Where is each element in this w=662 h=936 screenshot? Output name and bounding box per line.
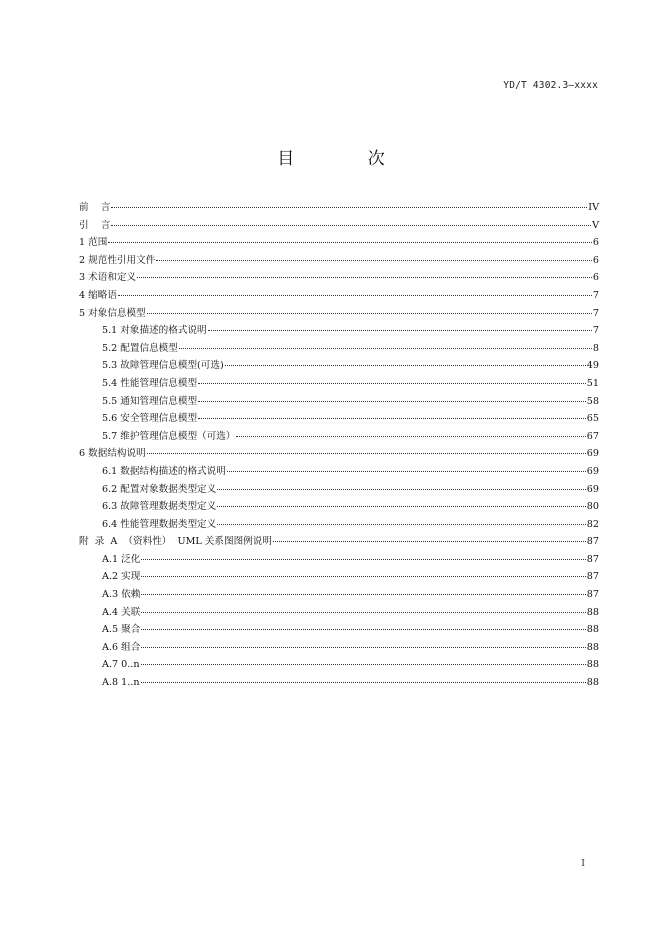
toc-entry[interactable] <box>79 305 599 323</box>
table-of-contents <box>79 199 599 692</box>
toc-entry[interactable] <box>79 375 599 393</box>
toc-entry[interactable] <box>79 533 599 551</box>
toc-leader-dots <box>225 365 586 366</box>
toc-entry-page: 88 <box>586 659 599 671</box>
toc-entry-page: 88 <box>586 677 599 689</box>
toc-entry[interactable] <box>79 393 599 411</box>
toc-entry-page: 6 <box>592 254 599 266</box>
toc-entry[interactable] <box>79 217 599 235</box>
toc-entry-page: IV <box>588 202 599 213</box>
toc-leader-dots <box>208 330 592 331</box>
toc-entry-page: 87 <box>586 571 599 583</box>
toc-leader-dots <box>198 418 586 419</box>
toc-entry-label: 6.1 数据结构描述的格式说明 <box>102 465 226 477</box>
toc-entry-label: 5.4 性能管理信息模型 <box>102 377 198 389</box>
toc-entry-page: 69 <box>586 465 599 477</box>
toc-entry-label: A.8 1..n <box>102 677 140 689</box>
toc-entry[interactable] <box>79 357 599 375</box>
toc-leader-dots <box>141 682 586 683</box>
toc-entry-label: A.3 依赖 <box>102 589 141 601</box>
toc-entry[interactable] <box>79 604 599 622</box>
toc-entry[interactable] <box>79 445 599 463</box>
toc-entry[interactable] <box>79 322 599 340</box>
toc-entry-label: 5.5 通知管理信息模型 <box>102 395 198 407</box>
toc-entry-page: 88 <box>586 606 599 618</box>
toc-entry-page: 88 <box>586 624 599 636</box>
toc-leader-dots <box>217 489 586 490</box>
toc-leader-dots <box>141 647 585 648</box>
toc-entry-page: 58 <box>586 395 599 407</box>
toc-entry-label: 3 术语和定义 <box>79 272 137 284</box>
toc-leader-dots <box>198 383 586 384</box>
toc-entry-page: 87 <box>586 553 599 565</box>
toc-entry-page: 49 <box>586 360 599 372</box>
toc-entry-label: 2 规范性引用文件 <box>79 254 156 266</box>
toc-entry-label: A.7 0..n <box>102 659 140 671</box>
toc-entry[interactable] <box>79 621 599 639</box>
toc-entry-label: 6.3 故障管理数据类型定义 <box>102 501 217 513</box>
toc-entry-label: 1 范围 <box>79 237 108 249</box>
toc-entry[interactable] <box>79 410 599 428</box>
toc-entry-label: 前 言 <box>79 202 111 213</box>
toc-leader-dots <box>179 348 592 349</box>
toc-entry-label: 5.1 对象描述的格式说明 <box>102 325 207 337</box>
toc-entry-label: 5.6 安全管理信息模型 <box>102 413 198 425</box>
toc-entry[interactable] <box>79 639 599 657</box>
toc-leader-dots <box>111 225 591 226</box>
toc-entry-page: 6 <box>592 272 599 284</box>
toc-entry-label: A.5 聚合 <box>102 624 141 636</box>
toc-entry[interactable] <box>79 340 599 358</box>
toc-entry[interactable] <box>79 287 599 305</box>
toc-leader-dots <box>141 594 585 595</box>
toc-entry[interactable] <box>79 498 599 516</box>
toc-entry[interactable] <box>79 481 599 499</box>
toc-entry-page: 69 <box>586 448 599 460</box>
toc-entry-page: 69 <box>586 483 599 495</box>
toc-entry-page: 87 <box>586 536 599 548</box>
toc-entry[interactable] <box>79 568 599 586</box>
toc-entry[interactable] <box>79 199 599 217</box>
toc-entry[interactable] <box>79 252 599 270</box>
toc-entry-label: 引 言 <box>79 219 111 231</box>
toc-entry-label: 6 数据结构说明 <box>79 448 146 460</box>
toc-leader-dots <box>156 260 592 261</box>
toc-entry-page: 82 <box>586 518 599 530</box>
toc-entry-page: 80 <box>586 501 599 513</box>
toc-leader-dots <box>227 471 586 472</box>
toc-leader-dots <box>111 207 587 208</box>
toc-leader-dots <box>137 277 592 278</box>
toc-leader-dots <box>141 629 585 630</box>
toc-entry[interactable] <box>79 656 599 674</box>
toc-entry-label: 5.7 维护管理信息模型（可选） <box>102 430 236 442</box>
toc-entry-page: 65 <box>586 413 599 425</box>
toc-entry-page: 51 <box>586 377 599 389</box>
toc-entry-page: 7 <box>592 307 599 319</box>
toc-leader-dots <box>141 559 585 560</box>
toc-entry-page: V <box>592 219 599 231</box>
toc-entry-page: 87 <box>586 589 599 601</box>
toc-entry-label: A.6 组合 <box>102 641 141 653</box>
toc-entry-page: 67 <box>586 430 599 442</box>
toc-entry-label: 附 录 A （资料性） UML 关系图图例说明 <box>79 536 272 548</box>
toc-entry[interactable] <box>79 463 599 481</box>
toc-entry-label: 5 对象信息模型 <box>79 307 146 319</box>
toc-entry-page: 7 <box>592 325 599 337</box>
toc-entry[interactable] <box>79 551 599 569</box>
toc-entry-label: 5.2 配置信息模型 <box>102 342 178 354</box>
toc-entry-page: 88 <box>586 641 599 653</box>
toc-entry[interactable] <box>79 516 599 534</box>
toc-entry-page: 6 <box>592 237 599 249</box>
toc-leader-dots <box>236 436 585 437</box>
page-number: I <box>581 858 585 869</box>
toc-leader-dots <box>108 242 592 243</box>
toc-leader-dots <box>198 401 586 402</box>
toc-entry-page: 7 <box>592 289 599 301</box>
toc-entry[interactable] <box>79 428 599 446</box>
document-code: YD/T 4302.3—xxxx <box>503 80 598 91</box>
toc-entry-label: 6.2 配置对象数据类型定义 <box>102 483 217 495</box>
toc-entry-label: A.4 关联 <box>102 606 141 618</box>
toc-entry[interactable] <box>79 234 599 252</box>
toc-leader-dots <box>147 453 586 454</box>
toc-leader-dots <box>141 664 586 665</box>
toc-entry-label: 6.4 性能管理数据类型定义 <box>102 518 217 530</box>
toc-entry-label: A.2 实现 <box>102 571 141 583</box>
toc-leader-dots <box>141 576 585 577</box>
toc-entry-label: A.1 泛化 <box>102 553 141 565</box>
toc-entry[interactable] <box>79 269 599 287</box>
toc-leader-dots <box>217 506 586 507</box>
toc-leader-dots <box>141 612 585 613</box>
toc-entry-label: 4 缩略语 <box>79 289 117 301</box>
toc-leader-dots <box>273 541 586 542</box>
toc-leader-dots <box>147 313 592 314</box>
toc-entry[interactable] <box>79 586 599 604</box>
toc-leader-dots <box>118 295 592 296</box>
toc-leader-dots <box>217 524 586 525</box>
toc-entry-page: 8 <box>592 342 599 354</box>
page-title: 目 次 <box>277 149 419 169</box>
toc-entry[interactable] <box>79 674 599 692</box>
toc-entry-label: 5.3 故障管理信息模型(可选) <box>102 360 224 372</box>
